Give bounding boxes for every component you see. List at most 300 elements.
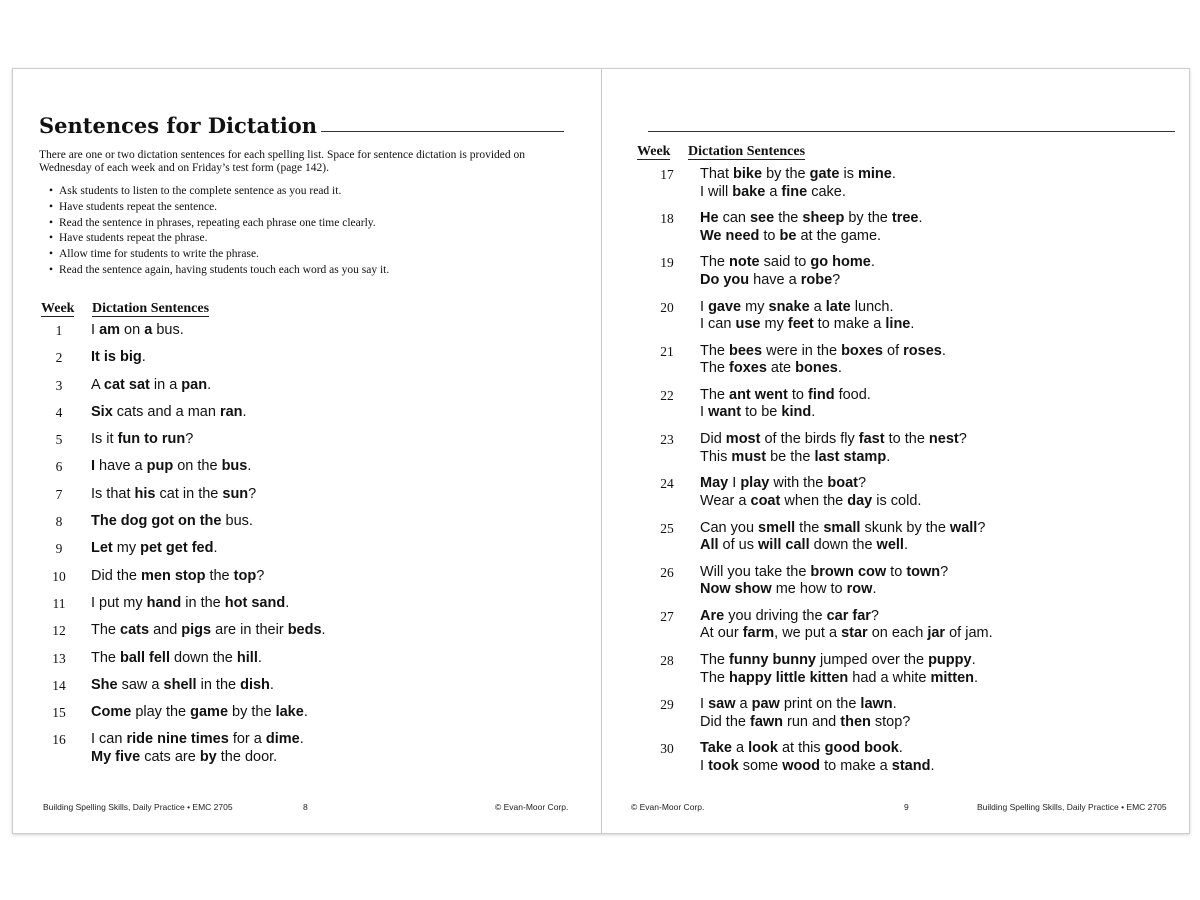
sentence-line: [700, 714, 910, 732]
sentence-text: ?: [256, 567, 265, 584]
week-column-header: Week: [637, 144, 671, 159]
sentence-text: bus.: [152, 322, 184, 338]
sentence-text: At our: [700, 625, 743, 642]
sentence-text: the door.: [216, 748, 278, 765]
week-number: 4: [55, 404, 63, 420]
sentence-text: my: [112, 540, 141, 557]
footer-book-title: Building Spelling Skills, Daily Practice • EMC 2705: [43, 802, 233, 812]
spelling-word: dime: [265, 731, 300, 748]
spelling-word: brown cow: [810, 563, 887, 580]
sentence-text: .: [207, 376, 212, 393]
sentence-text: .: [918, 210, 923, 227]
sentence-line: [700, 696, 910, 714]
sentence-text: to: [787, 386, 808, 403]
sentence-text: .: [257, 649, 262, 666]
header-rule: [648, 131, 1175, 132]
spelling-word: men stop: [140, 567, 206, 584]
sentence-line: [700, 166, 896, 184]
dictation-sentence: [700, 166, 896, 201]
spelling-word: by: [199, 748, 217, 765]
sentence-line: [700, 184, 896, 202]
spelling-word: look: [748, 740, 778, 757]
footer-page-number: 9: [904, 802, 909, 812]
title-row: [39, 113, 564, 139]
sentence-text: Is that: [91, 485, 135, 502]
week-number: 18: [660, 211, 674, 227]
sentence-line: [700, 210, 923, 228]
spelling-word: note: [729, 254, 760, 271]
sentence-text: Is it: [91, 431, 118, 448]
spelling-word: I: [91, 458, 96, 475]
dictation-sentence: [91, 540, 217, 558]
sentence-text: is: [839, 166, 858, 182]
sentence-text: of the birds fly: [760, 431, 859, 448]
dictation-sentence: [700, 520, 985, 555]
spelling-word: Take: [700, 740, 732, 757]
sentence-text: saw a: [117, 676, 164, 693]
sentence-text: The: [700, 669, 730, 686]
week-column-header: Week: [41, 301, 75, 316]
sentence-text: a: [765, 183, 782, 200]
sentence-line: [91, 704, 308, 722]
sentence-text: ate: [766, 360, 796, 377]
sentence-line: [700, 431, 967, 449]
spelling-word: row: [846, 581, 873, 598]
sentence-text: by the: [762, 166, 810, 182]
instruction-item: • Read the sentence in phrases, repeating each phrase one time clearly.: [49, 216, 569, 232]
spelling-word: nest: [928, 431, 959, 448]
sentence-text: Wear a: [700, 492, 751, 509]
footer-book-title: Building Spelling Skills, Daily Practice • EMC 2705: [977, 802, 1167, 812]
spelling-word: Now show: [700, 581, 772, 598]
sentence-line: [700, 608, 993, 626]
sentence-text: the: [774, 210, 803, 227]
spelling-word: bike: [733, 166, 763, 182]
sentence-text: run and: [783, 713, 841, 730]
spelling-word: find: [807, 386, 835, 403]
sentence-text: to make a: [813, 316, 886, 333]
sentence-text: of us: [718, 537, 759, 553]
week-number: 3: [55, 377, 63, 393]
sentence-text: a: [809, 298, 826, 315]
sentence-line: [700, 299, 914, 317]
spelling-word: want: [708, 404, 742, 421]
sentence-line: [91, 404, 247, 422]
spelling-word: day: [847, 492, 873, 509]
spelling-word: My five: [91, 748, 141, 765]
sentence-text: cats and a man: [112, 403, 220, 420]
spelling-word: He: [700, 210, 719, 227]
spelling-word: cat sat: [103, 376, 150, 393]
sentence-text: The: [700, 360, 730, 377]
week-number: 13: [52, 650, 66, 666]
spelling-word: pet get fed: [140, 540, 214, 557]
spelling-word: pup: [146, 458, 174, 475]
sentence-text: the: [205, 567, 234, 584]
spelling-word: fawn: [749, 713, 784, 730]
week-number: 15: [52, 705, 66, 721]
sentence-line: [700, 493, 921, 511]
dictation-sentence: [91, 731, 304, 766]
week-number: 21: [660, 343, 674, 359]
sentence-text: .: [213, 540, 218, 557]
spelling-word: lake: [275, 704, 304, 721]
sentence-text: .: [321, 622, 326, 639]
spelling-word: kind: [781, 404, 812, 421]
sentence-text: on each: [867, 625, 928, 642]
sentence-text: to make a: [820, 757, 892, 774]
dictation-sentence: [91, 704, 308, 722]
spelling-word: fast: [858, 431, 885, 448]
spelling-word: Are: [700, 607, 725, 624]
sentence-text: ?: [185, 431, 194, 448]
spelling-word: gate: [809, 166, 840, 182]
spelling-word: Six: [91, 403, 113, 420]
sentence-text: cake.: [807, 183, 846, 200]
spelling-word: town: [906, 563, 941, 580]
sentence-text: ?: [940, 563, 949, 580]
sentence-text: my: [760, 316, 788, 333]
spelling-word: ball fell: [120, 649, 170, 666]
sentence-text: Did the: [91, 567, 141, 584]
spelling-word: wall: [949, 519, 978, 536]
week-number: 29: [660, 697, 674, 713]
sentence-text: .: [299, 731, 304, 748]
dictation-sentence: [91, 322, 184, 340]
spelling-word: pigs: [181, 622, 212, 639]
sentence-text: .: [872, 581, 877, 598]
sentence-text: I can: [91, 731, 127, 748]
spelling-word: a: [144, 322, 153, 338]
sentence-text: Will you take the: [700, 563, 811, 580]
sentence-text: had a white: [848, 669, 931, 686]
spelling-word: go home: [810, 254, 871, 271]
footer-copyright: © Evan-Moor Corp.: [495, 802, 569, 812]
spelling-word: his: [134, 485, 156, 502]
spelling-word: took: [708, 757, 739, 774]
sentence-line: [91, 749, 304, 767]
sentence-line: [91, 486, 256, 504]
spelling-word: All: [700, 537, 719, 553]
sentence-text: I: [700, 696, 709, 713]
spelling-word: We need: [700, 227, 760, 244]
sentence-text: to: [759, 227, 780, 244]
spelling-word: coat: [750, 492, 781, 509]
spelling-word: wood: [782, 757, 821, 774]
spelling-word: see: [749, 210, 775, 227]
sentence-line: [700, 404, 871, 422]
sentence-text: .: [971, 652, 976, 669]
sentence-text: This: [700, 448, 732, 465]
sentence-text: Did: [700, 431, 726, 448]
sentence-text: .: [898, 740, 903, 757]
footer-page-number: 8: [303, 802, 308, 812]
dictation-sentence: [91, 568, 264, 586]
dictation-sentence: [91, 377, 211, 395]
sentence-line: [91, 377, 211, 395]
left-page: [13, 69, 601, 833]
sentence-text: some: [738, 757, 783, 774]
sentence-line: [700, 387, 871, 405]
week-number: 28: [660, 653, 674, 669]
week-number: 7: [55, 486, 63, 502]
sentence-text: I: [700, 404, 709, 421]
sentence-text: , we put a: [774, 625, 842, 642]
sentence-text: of jam.: [945, 625, 993, 642]
sentence-text: cats are: [140, 748, 200, 765]
sentence-text: .: [870, 254, 875, 271]
sentence-line: [700, 537, 985, 555]
sentence-text: I: [91, 322, 100, 338]
sentence-text: have a: [95, 458, 147, 475]
sentence-text: in a: [149, 376, 182, 393]
dictation-sentence: [700, 431, 967, 466]
dictation-sentence: [91, 650, 262, 668]
week-number: 5: [55, 432, 63, 448]
instruction-item: • Have students repeat the phrase.: [49, 231, 569, 247]
sentence-line: [91, 513, 253, 531]
sentence-line: [700, 449, 967, 467]
spelling-word: top: [233, 567, 257, 584]
spelling-word: well: [876, 537, 904, 553]
spelling-word: car far: [826, 607, 871, 624]
spelling-word: small: [823, 519, 861, 536]
spelling-word: beds: [287, 622, 322, 639]
week-number: 11: [52, 595, 66, 611]
sentence-text: .: [941, 342, 946, 359]
spelling-word: feet: [787, 316, 814, 333]
spelling-word: sun: [222, 485, 249, 502]
sentence-text: by the: [844, 210, 892, 227]
spelling-word: must: [731, 448, 767, 465]
sentence-line: [700, 475, 921, 493]
spelling-word: late: [825, 298, 851, 315]
week-number: 27: [660, 608, 674, 624]
dictation-sentence: [91, 349, 146, 367]
sentence-text: .: [269, 676, 274, 693]
week-number: 16: [52, 732, 66, 748]
sentence-line: [91, 650, 262, 668]
spelling-word: puppy: [928, 652, 972, 669]
sentence-text: .: [141, 349, 146, 366]
spelling-word: will call: [758, 537, 810, 553]
sentence-text: I put my: [91, 594, 147, 611]
spelling-word: paw: [751, 696, 780, 713]
instruction-item: • Allow time for students to write the phrase.: [49, 247, 569, 263]
sentence-text: on: [120, 322, 145, 338]
sentence-text: The: [700, 254, 730, 271]
spelling-word: It is big: [91, 349, 142, 366]
sentence-text: .: [303, 704, 308, 721]
sentence-text: said to: [759, 254, 811, 271]
sentence-text: .: [892, 696, 897, 713]
spelling-word: pan: [181, 376, 208, 393]
sentence-text: play the: [131, 704, 191, 721]
spelling-word: hill: [236, 649, 258, 666]
sentence-text: lunch.: [850, 298, 894, 315]
dictation-sentence: [700, 210, 923, 245]
sentence-text: I: [700, 757, 709, 774]
spelling-word: tree: [891, 210, 919, 227]
week-number: 6: [55, 459, 63, 475]
week-number: 1: [55, 323, 63, 338]
spelling-word: boxes: [841, 342, 883, 359]
week-number: 26: [660, 564, 674, 580]
sentence-text: to the: [884, 431, 929, 448]
sentence-text: .: [837, 360, 842, 377]
sentence-text: to be: [741, 404, 782, 421]
sentence-text: That: [700, 166, 734, 182]
sentence-text: me how to: [771, 581, 847, 598]
week-number: 17: [660, 167, 674, 182]
page-title: Sentences for Dictation: [39, 113, 321, 138]
week-number: 12: [52, 623, 66, 639]
sentence-text: print on the: [779, 696, 861, 713]
sentence-text: ?: [832, 271, 841, 288]
spelling-word: robe: [800, 271, 833, 288]
sentence-line: [700, 758, 934, 776]
spelling-word: cats: [120, 622, 150, 639]
spelling-word: sheep: [802, 210, 845, 227]
sentence-text: The: [700, 342, 730, 359]
sentence-line: [91, 322, 184, 340]
dictation-sentence: [91, 404, 247, 422]
sentence-text: ?: [248, 485, 257, 502]
sentence-text: .: [974, 669, 979, 686]
sentence-text: ?: [857, 475, 867, 492]
sentence-text: I: [700, 298, 709, 315]
dictation-sentence: [91, 595, 289, 613]
sentence-text: A: [91, 376, 104, 393]
sentence-text: a: [735, 696, 752, 713]
spelling-word: smell: [758, 519, 796, 536]
dictation-sentence: [700, 696, 910, 731]
sentence-text: at this: [777, 740, 825, 757]
book-spread: [12, 68, 1190, 834]
week-number: 30: [660, 741, 674, 757]
week-number: 19: [660, 255, 674, 271]
week-number: 23: [660, 432, 674, 448]
sentence-text: ?: [870, 607, 879, 624]
spelling-word: shell: [163, 676, 197, 693]
footer-copyright: © Evan-Moor Corp.: [631, 802, 705, 812]
sentence-line: [91, 568, 264, 586]
sentence-text: Can you: [700, 519, 759, 536]
spelling-word: last stamp: [814, 448, 887, 465]
dictation-sentence: [700, 740, 934, 775]
sentence-line: [700, 254, 875, 272]
dictation-sentence: [700, 608, 993, 643]
spelling-word: dish: [240, 676, 270, 693]
sentence-line: [700, 228, 923, 246]
spelling-word: fine: [781, 183, 808, 200]
spelling-word: saw: [708, 696, 736, 713]
week-number: 14: [52, 677, 66, 693]
dictation-sentence: [700, 343, 946, 378]
sentence-text: stop?: [870, 713, 911, 730]
sentences-column-header: Dictation Sentences: [688, 144, 806, 159]
sentence-line: [91, 622, 326, 640]
spelling-word: be: [779, 227, 797, 244]
sentence-line: [91, 431, 193, 449]
sentence-text: you driving the: [724, 607, 827, 624]
spelling-word: line: [885, 316, 911, 333]
spelling-word: Let: [91, 540, 113, 557]
week-number: 2: [55, 350, 63, 366]
spelling-word: funny bunny: [729, 652, 817, 669]
dictation-sentence: [91, 513, 253, 531]
sentence-text: in the: [181, 594, 225, 611]
week-number: 25: [660, 520, 674, 536]
sentence-line: [700, 520, 985, 538]
sentence-text: .: [910, 316, 915, 333]
sentence-text: my: [741, 298, 769, 315]
sentence-line: [700, 625, 993, 643]
sentence-text: when the: [780, 492, 848, 509]
dictation-sentence: [700, 387, 871, 422]
sentence-line: [700, 360, 946, 378]
spelling-word: use: [735, 316, 761, 333]
sentence-text: The: [91, 649, 121, 666]
sentence-line: [91, 458, 251, 476]
spelling-word: play: [740, 475, 770, 492]
sentence-text: down the: [809, 537, 877, 553]
sentence-line: [91, 349, 146, 367]
dictation-sentence: [700, 652, 978, 687]
sentence-line: [700, 652, 978, 670]
sentence-line: [91, 731, 304, 749]
sentence-line: [700, 670, 978, 688]
instruction-item: • Read the sentence again, having students touch each word as you say it.: [49, 263, 569, 279]
spelling-word: game: [190, 704, 229, 721]
spelling-word: stand: [891, 757, 931, 774]
sentence-line: [700, 564, 948, 582]
dictation-sentence: [700, 254, 875, 289]
dictation-sentence: [700, 564, 948, 599]
spelling-word: ride nine times: [126, 731, 229, 748]
sentence-text: I can: [700, 316, 736, 333]
spelling-word: roses: [903, 342, 942, 359]
spelling-word: hot sand: [224, 594, 286, 611]
sentence-text: .: [247, 458, 252, 475]
instruction-item: • Ask students to listen to the complete sentence as you read it.: [49, 184, 569, 200]
sentence-text: on the: [173, 458, 222, 475]
week-number: 8: [55, 514, 63, 530]
spelling-word: gave: [708, 298, 742, 315]
sentence-text: The: [700, 386, 730, 403]
spelling-word: ran: [219, 403, 243, 420]
sentence-text: at the game.: [796, 227, 882, 244]
spelling-word: star: [841, 625, 868, 642]
sentence-text: with the: [769, 475, 828, 492]
spelling-word: bus: [221, 458, 248, 475]
spelling-word: bones: [795, 360, 838, 377]
spelling-word: am: [99, 322, 121, 338]
spelling-word: snake: [768, 298, 810, 315]
sentence-text: .: [242, 403, 247, 420]
sentence-text: .: [903, 537, 908, 553]
spelling-word: Do you: [700, 271, 750, 288]
sentence-text: food.: [834, 386, 871, 403]
sentence-text: a: [731, 740, 749, 757]
sentence-text: for a: [228, 731, 266, 748]
sentence-line: [91, 677, 274, 695]
spelling-word: bake: [732, 183, 766, 200]
sentence-text: .: [886, 448, 891, 465]
spelling-word: farm: [742, 625, 775, 642]
sentence-text: jumped over the: [816, 652, 929, 669]
sentence-text: .: [811, 404, 816, 421]
